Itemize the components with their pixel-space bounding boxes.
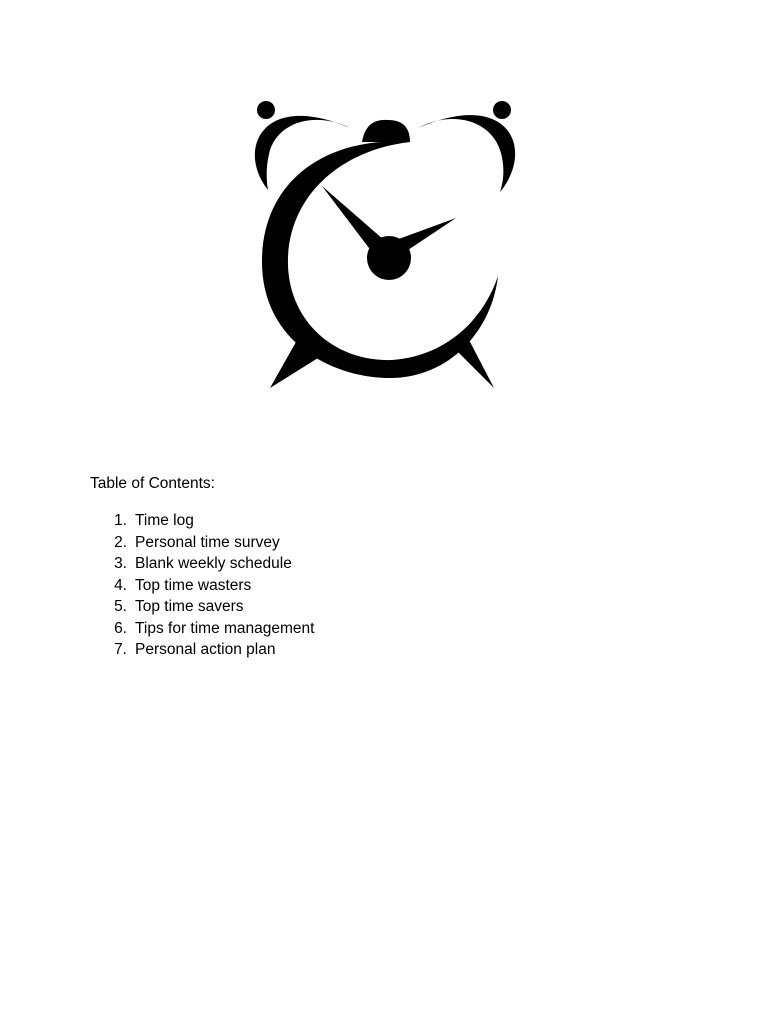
toc-item-number: 1. xyxy=(114,512,127,529)
toc-item-label: Top time wasters xyxy=(135,576,252,594)
toc-item-number: 3. xyxy=(114,555,127,572)
toc-item-label: Tips for time management xyxy=(135,619,315,637)
right-bell-knob xyxy=(493,101,511,119)
clock-center-hub xyxy=(367,236,411,280)
toc-item-number: 7. xyxy=(114,641,127,658)
right-bell-shape xyxy=(418,115,515,192)
toc-heading: Table of Contents: xyxy=(90,475,215,492)
toc-item xyxy=(90,596,650,618)
left-bell-knob xyxy=(257,101,275,119)
toc-item-label: Blank weekly schedule xyxy=(135,555,292,572)
toc-item-label: Time log xyxy=(135,512,194,529)
toc-item-number: 4. xyxy=(114,576,127,594)
toc-item xyxy=(90,510,650,532)
top-knob xyxy=(362,120,410,142)
alarm-clock-icon xyxy=(240,90,530,400)
toc-item xyxy=(90,532,650,554)
right-leg xyxy=(456,338,494,388)
toc-list xyxy=(90,510,650,661)
toc-item-number: 2. xyxy=(114,533,127,551)
toc-item-label: Personal action plan xyxy=(135,641,276,658)
toc-item-label: Top time savers xyxy=(135,598,244,615)
alarm-clock-illustration xyxy=(240,90,530,400)
toc-item xyxy=(90,618,650,640)
toc-item-label: Personal time survey xyxy=(135,533,280,551)
toc-item xyxy=(90,639,650,661)
toc-item xyxy=(90,553,650,575)
toc-item xyxy=(90,575,650,597)
toc-item-number: 5. xyxy=(114,598,127,615)
table-of-contents xyxy=(90,474,650,661)
toc-item-number: 6. xyxy=(114,619,127,637)
